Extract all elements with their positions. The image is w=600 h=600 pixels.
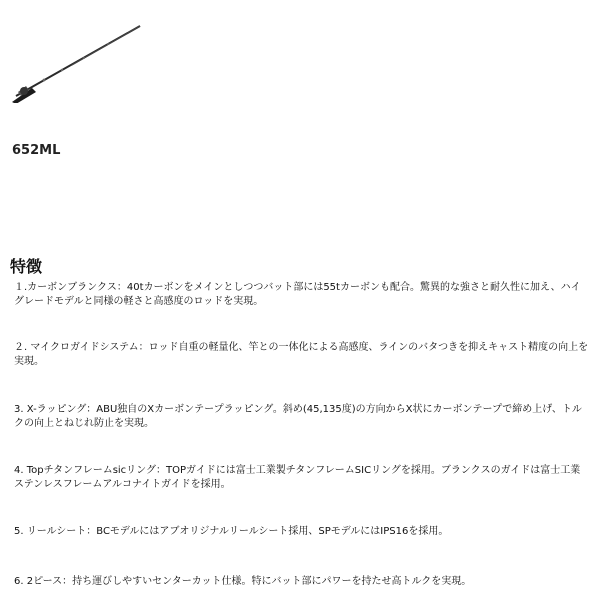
features-heading: 特徴 [10, 257, 43, 276]
feature-item: 3. X-ラッピング：ABU独自のXカーボンテープラッピング。斜め(45,135度)の方向からX状にカーボンテープで締め上げ、トルクの向上とねじれ防止を実現。 [14, 404, 582, 429]
feature-item: 5. リールシート：BCモデルにはアブオリジナルリールシート採用、SPモデルにはIPS16を採用。 [14, 526, 449, 537]
model-name: 652ML [12, 143, 61, 158]
feature-item: 6. 2ピース：持ち運びしやすいセンターカット仕様。特にバット部にパワーを持たせ高トルクを実現。 [14, 576, 472, 587]
feature-item: 4. Topチタンフレームsicリング：TOPガイドには富士工業製チタンフレームSICリングを採用。ブランクスのガイドは富士工業ステンレスフレームアルコナイトガイドを採用。 [14, 465, 581, 490]
feature-item: １.カーボンブランクス：40tカーボンをメインとしつつバット部には55tカーボンも配合。驚異的な強さと耐久性に加え、ハイグレードモデルと同様の軽さと高感度のロッドを実現。 [14, 282, 581, 307]
feature-item: ２. マイクロガイドシステム：ロッド自重の軽量化、竿との一体化による高感度、ラインのバタつきを抑えキャスト精度の向上を実現。 [14, 342, 589, 367]
fishing-rod-photo [12, 18, 142, 103]
product-image [12, 18, 142, 103]
